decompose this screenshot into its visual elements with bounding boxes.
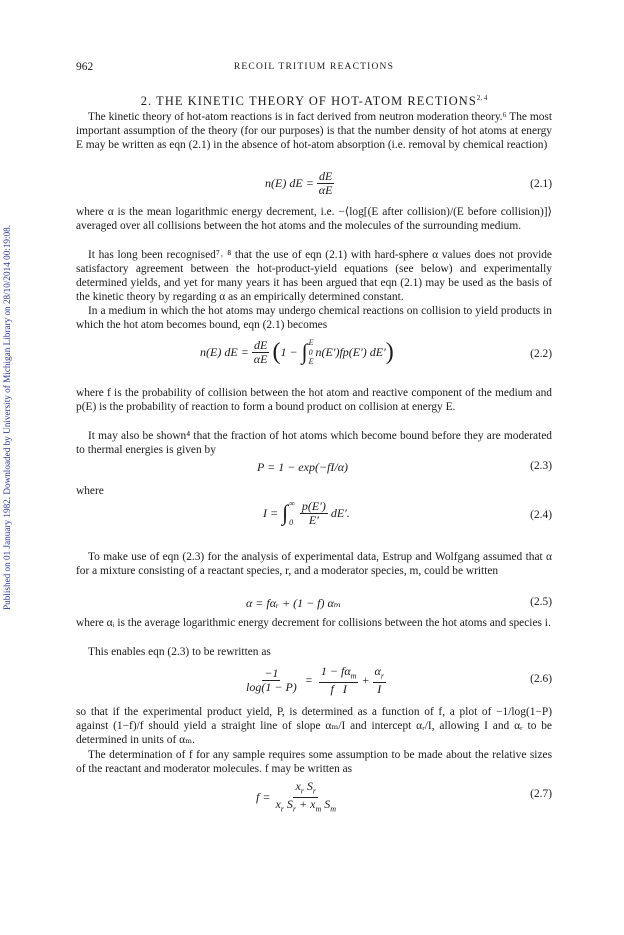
paragraph-1: The kinetic theory of hot-atom reactions is in fact derived from neutron moderation theory.⁶ The most important assumption of the theory (for our purposes) is that the number density of hot atoms at energy E may be written as eqn (2.1) in the absence of hot-atom absorption (i.e. removal by chemical reaction) xyxy=(76,111,552,152)
equation-number-2-3: (2.3) xyxy=(530,460,552,472)
paragraph-4: In a medium in which the hot atoms may undergo chemical reactions on collision to yield products in which the hot atom becomes bound, eqn (2.1) becomes xyxy=(76,305,552,332)
paragraph-3: It has long been recognised⁷˒ ⁸ that the use of eqn (2.1) with hard-sphere α values does not provide satisfactory agreement between the hot-product-yield equations (see below) and experimentally determined yields, and yet for many years it has been argued that eqn (2.1) may be used as the basis of the kinetic theory by regarding α as an empirically determined constant. xyxy=(76,249,552,304)
download-watermark xyxy=(2,90,16,610)
page-number: 962 xyxy=(76,61,94,73)
section-refs: 2, 4 xyxy=(476,94,488,102)
running-title: RECOIL TRITIUM REACTIONS xyxy=(233,62,395,72)
equation-2-1: n ( E ) d E = $\frac{dE}{\alpha E}$ (2.1) xyxy=(265,169,552,197)
equation-number-2-7: (2.7) xyxy=(530,788,552,800)
section-title: 2. THE KINETIC THEORY OF HOT-ATOM RECTIONS xyxy=(140,94,477,109)
paragraph-11: so that if the experimental product yield, P, is determined as a function of f, a plot of −1/log(1−P) against (1−f)/f should yield a straight line of slope αₘ/I and intercept αᵣ/I, allowing I and αᵣ to be determined in units of αₘ. xyxy=(76,706,552,747)
paragraph-7: where xyxy=(76,485,104,497)
paragraph-10: This enables eqn (2.3) to be rewritten as xyxy=(88,646,271,658)
paragraph-8: To make use of eqn (2.3) for the analysis of experimental data, Estrup and Wolfgang assumed that α for a mixture consisting of a reactant species, r, and a moderator species, m, could be written xyxy=(76,551,552,578)
equation-2-3: P = 1 − exp(−fI/α) (2.3) xyxy=(257,460,552,474)
paragraph-2: where α is the mean logarithmic energy decrement, i.e. −⟨log[(E after collision)/(E before collision)]⟩ averaged over all collisions between the hot atoms and the molecules of the surrounding medium. xyxy=(76,206,552,233)
equation-2-5: α = fαᵣ + (1 − f) αₘ (2.5) xyxy=(246,596,552,610)
equation-2-6: $\frac{-1}{\log(1 - P)}$ = $\frac{1 - f\alpha_m}{\text{f I}}$ + $\frac{\alpha_r}{I}$ (2.6) xyxy=(246,664,552,697)
equation-number-2-6: (2.6) xyxy=(530,673,552,685)
paragraph-6: It may also be shown⁴ that the fraction of hot atoms which become bound before they are moderated to thermal energies is given by xyxy=(76,430,552,457)
equation-number-2-5: (2.5) xyxy=(530,596,552,608)
equation-2-4: I = ∫ ∞ 0 $\frac{p(E')}{E'}$ d E ′. (2.4) xyxy=(263,498,552,527)
section-heading xyxy=(76,94,552,109)
equation-number-2-4: (2.4) xyxy=(530,509,552,521)
equation-number-2-1: (2.1) xyxy=(530,178,552,190)
download-watermark-text: Published on 01 January 1982. Downloaded by University of Michigan Library on 28/10/2014 00:19:08. xyxy=(2,224,12,610)
paragraph-12: The determination of f for any sample requires some assumption to be made about the relative sizes of the reactant and moderator molecules. f may be written as xyxy=(76,749,552,776)
equation-number-2-2: (2.2) xyxy=(530,348,552,360)
equation-2-7: f = $\frac{x_r S_r}{x_r S_r + x_m S_m}$ (2.7) xyxy=(256,779,552,814)
equation-2-2: n ( E ) d E = $\frac{dE}{\alpha E}$ ( 1 − ∫ E 0 E n ( E ′) fp ( E ′) d E ′ ) (2.2) xyxy=(200,337,552,366)
paragraph-5: where f is the probability of collision between the hot atom and reactive component of the medium and p(E) is the probability of reaction to form a bound product on collision at energy E. xyxy=(76,387,552,414)
paragraph-9: where αᵢ is the average logarithmic energy decrement for collisions between the hot atoms and species i. xyxy=(76,617,551,629)
